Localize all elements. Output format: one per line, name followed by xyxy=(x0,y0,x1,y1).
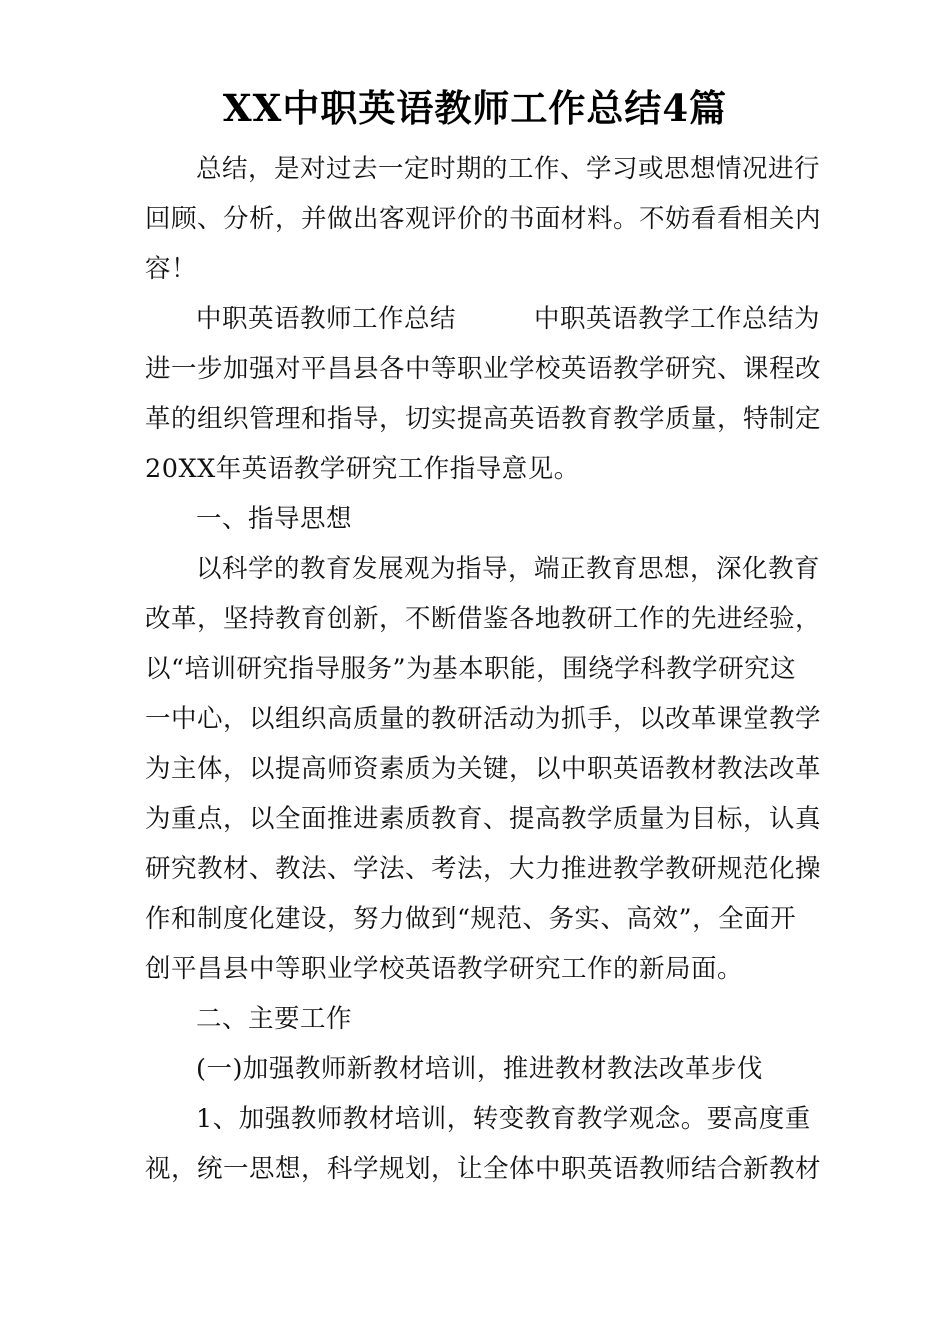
body-line: 容！ xyxy=(145,254,198,284)
section-heading: 二、主要工作 xyxy=(196,1004,353,1034)
body-line: 改革，坚持教育创新，不断借鉴各地教研工作的先进经验， xyxy=(145,604,822,634)
body-line: 创平昌县中等职业学校英语教学研究工作的新局面。 xyxy=(145,954,744,984)
body-line: 以科学的教育发展观为指导，端正教育思想，深化教育 xyxy=(196,554,821,584)
document-title: XX中职英语教师工作总结4篇 xyxy=(222,86,728,130)
body-line: 进一步加强对平昌县各中等职业学校英语教学研究、课程改 xyxy=(145,354,822,384)
body-line: 一中心，以组织高质量的教研活动为抓手，以改革课堂教学 xyxy=(145,704,822,734)
body-line: 中职英语教师工作总结 中职英语教学工作总结为 xyxy=(196,304,821,334)
body-line: 研究教材、教法、学法、考法，大力推进教学教研规范化操 xyxy=(145,854,822,884)
body-line: 作和制度化建设，努力做到“规范、务实、高效”，全面开 xyxy=(145,904,797,934)
body-line: 革的组织管理和指导，切实提高英语教育教学质量，特制定 xyxy=(145,404,822,434)
body-line: 总结，是对过去一定时期的工作、学习或思想情况进行 xyxy=(196,154,821,184)
body-line: 以“培训研究指导服务”为基本职能，围绕学科教学研究这 xyxy=(145,654,797,684)
body-line: 为主体，以提高师资素质为关键，以中职英语教材教法改革 xyxy=(145,754,822,784)
body-line: 20XX年英语教学研究工作指导意见。 xyxy=(145,454,580,484)
section-heading: 一、指导思想 xyxy=(196,504,353,534)
body-line: 视，统一思想，科学规划，让全体中职英语教师结合新教材 xyxy=(145,1154,822,1184)
body-line: 1、加强教师教材培训，转变教育教学观念。要高度重 xyxy=(196,1104,811,1134)
body-line: 回顾、分析，并做出客观评价的书面材料。不妨看看相关内 xyxy=(145,204,822,234)
subsection-heading: (一)加强教师新教材培训，推进教材教法改革步伐 xyxy=(196,1054,763,1084)
body-line: 为重点，以全面推进素质教育、提高教学质量为目标，认真 xyxy=(145,804,822,834)
